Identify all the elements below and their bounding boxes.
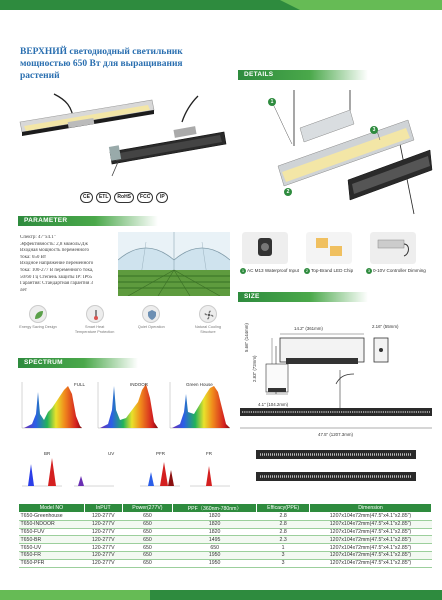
footer-bar-accent xyxy=(0,590,150,600)
table-cell: 2.8 xyxy=(257,520,310,528)
shield-icon xyxy=(142,305,160,323)
mini-chart-pfr xyxy=(138,452,182,490)
table-cell: 1207x104x72mm(47.5"x4.1"x2.85") xyxy=(309,520,431,528)
certification-row xyxy=(80,192,168,203)
greenhouse-photo xyxy=(118,232,230,296)
table-cell: 1207x104x72mm(47.5"x4.1"x2.85") xyxy=(309,551,431,559)
table-cell: 3 xyxy=(257,551,310,559)
spectrum-curve xyxy=(100,384,158,428)
detail-thumb-waterproof-input xyxy=(242,232,288,264)
table-cell: 650 xyxy=(122,544,172,552)
table-row xyxy=(19,559,432,567)
table-row xyxy=(19,520,432,528)
table-header-cell: InPUT xyxy=(84,504,122,513)
feature-energy-saving xyxy=(18,305,58,334)
mini-chart-uv xyxy=(72,452,116,490)
table-cell: T650-UV xyxy=(19,544,85,552)
table-cell: 3 xyxy=(257,559,310,567)
details-callout-3: 3 xyxy=(370,126,378,134)
spectrum-curve xyxy=(172,386,230,428)
parameter-line: тока: 650 Вт xyxy=(20,254,47,260)
ip-rating-icon: IP xyxy=(156,192,168,203)
detail-caption-number: 1 xyxy=(241,268,245,273)
feature-natural-cooling xyxy=(188,305,228,334)
table-cell: 120-277V xyxy=(84,513,122,521)
header-bar-accent xyxy=(300,0,442,10)
table-row xyxy=(19,551,432,559)
table-cell: 120-277V xyxy=(84,559,122,567)
table-header-cell: Dimension xyxy=(309,504,431,513)
mini-chart-label: BR xyxy=(44,451,51,456)
table-row xyxy=(19,528,432,536)
table-cell: 650 xyxy=(122,559,172,567)
spectrum-curve xyxy=(24,386,82,428)
table-cell: 650 xyxy=(173,544,257,552)
table-header-cell: PPF（360nm-780nm） xyxy=(173,504,257,513)
parameter-line: Входная мощность переменного xyxy=(20,248,89,254)
size-bracket-height: 2.83" (72mm) xyxy=(252,355,257,382)
spec-table xyxy=(18,503,432,568)
leaf-icon xyxy=(29,305,47,323)
parameter-line: Эффективность: 2,8 мкмоль/Дж xyxy=(20,241,88,247)
table-cell: 120-277V xyxy=(84,551,122,559)
parameter-line: Входное напряжение переменного xyxy=(20,261,94,267)
detail-thumb-dimming-controller xyxy=(370,232,416,264)
feature-row xyxy=(18,305,228,334)
details-section-bar xyxy=(238,70,368,80)
table-header-cell: Power(277V) xyxy=(122,504,172,513)
table-cell: 2.8 xyxy=(257,513,310,521)
product-image xyxy=(14,92,228,188)
spectrum-chart-label: INDOOR xyxy=(130,382,148,387)
table-cell: 650 xyxy=(122,528,172,536)
size-length: 47.5" (1207.3mm) xyxy=(318,432,353,437)
detail-caption-text: 0-10V Controller Dimming xyxy=(373,268,426,273)
table-cell: T650-Greenhouse xyxy=(19,513,85,521)
table-cell: 1820 xyxy=(173,520,257,528)
table-cell: 2.3 xyxy=(257,536,310,544)
table-cell: 1820 xyxy=(173,513,257,521)
parameter-line: Спектр: 47"x4.1" xyxy=(20,235,56,240)
parameter-section-bar xyxy=(18,216,158,226)
detail-caption-1 xyxy=(240,268,299,274)
table-cell: 120-277V xyxy=(84,520,122,528)
fan-icon xyxy=(199,305,217,323)
parameter-section-title: PARAMETER xyxy=(24,217,68,224)
table-cell: 1207x104x72mm(47.5"x4.1"x2.85") xyxy=(309,559,431,567)
spectrum-chart-label: FULL xyxy=(74,382,86,387)
parameter-line: тока: 100-277 В переменного тока, xyxy=(20,267,94,273)
parameter-list xyxy=(20,235,116,294)
table-cell: 1207x104x72mm(47.5"x4.1"x2.85") xyxy=(309,536,431,544)
rohs-mark-icon: RoHS xyxy=(114,192,134,203)
table-cell: 1820 xyxy=(173,528,257,536)
spectrum-section-title: SPECTRUM xyxy=(24,359,63,366)
ce-mark-icon: CE xyxy=(80,192,93,203)
feature-quiet-operation xyxy=(131,305,171,334)
mini-chart-label: FR xyxy=(206,451,212,456)
spectrum-chart-indoor xyxy=(94,380,160,434)
feature-caption: Quiet Operation xyxy=(137,325,165,329)
table-cell: 1207x104x72mm(47.5"x4.1"x2.85") xyxy=(309,528,431,536)
table-cell: 120-277V xyxy=(84,544,122,552)
table-cell: 1207x104x72mm(47.5"x4.1"x2.85") xyxy=(309,544,431,552)
table-cell: 1 xyxy=(257,544,310,552)
table-header-row xyxy=(19,504,432,513)
table-cell: T650-PFR xyxy=(19,559,85,567)
details-callout-1: 1 xyxy=(268,98,276,106)
table-cell: 2.8 xyxy=(257,528,310,536)
table-header-cell: Efficacy(PPE) xyxy=(257,504,310,513)
table-cell: 650 xyxy=(122,520,172,528)
parameter-line: 50/60 Гц Степень защиты IP: IP65 xyxy=(20,274,93,280)
table-header-cell: Model NO xyxy=(19,504,85,513)
size-side-height: 5.66" (144mm) xyxy=(244,323,249,352)
spectrum-chart-greenhouse xyxy=(166,380,232,434)
size-top-height: 2.16" (55mm) xyxy=(372,324,399,329)
spectrum-chart-label: Green House xyxy=(186,382,213,387)
feature-caption: Smart Heat Temperature Protection xyxy=(74,325,115,334)
detail-caption-number: 3 xyxy=(367,268,371,273)
detail-thumb-led-chip xyxy=(306,232,352,264)
details-illustration xyxy=(238,84,434,224)
table-cell: 1950 xyxy=(173,559,257,567)
feature-caption: Energy Saving Design xyxy=(19,325,57,329)
mini-chart-fr xyxy=(188,452,232,490)
detail-caption-2 xyxy=(304,268,353,274)
thermometer-icon xyxy=(86,305,104,323)
spectrum-chart-full xyxy=(18,380,84,434)
table-cell: 1207x104x72mm(47.5"x4.1"x2.85") xyxy=(309,513,431,521)
page-title: ВЕРХНИЙ светодиодный светильник мощностью 650 Вт для выращивания растений xyxy=(20,47,183,81)
size-bracket-width: 4.1" (104.2mm) xyxy=(258,402,289,407)
table-cell: T650-FR xyxy=(19,551,85,559)
feature-heat-protection xyxy=(75,305,115,334)
mini-chart-br xyxy=(20,452,64,490)
table-cell: T650-FUV xyxy=(19,528,85,536)
mini-chart-label: UV xyxy=(108,451,115,456)
detail-caption-number: 2 xyxy=(305,268,309,273)
mini-chart-label: PFR xyxy=(156,451,165,456)
parameter-line: лет xyxy=(20,287,27,293)
etl-mark-icon: ETL xyxy=(96,192,111,203)
table-cell: 650 xyxy=(122,536,172,544)
detail-caption-text: Top-Brand LED Chip xyxy=(311,268,354,273)
detail-caption-text: AC M13 Waterproof Input xyxy=(247,268,299,273)
size-drawing xyxy=(236,296,436,488)
table-cell: 1495 xyxy=(173,536,257,544)
table-cell: 120-277V xyxy=(84,536,122,544)
table-cell: 1950 xyxy=(173,551,257,559)
details-section-title: DETAILS xyxy=(244,71,274,78)
spectrum-section-bar xyxy=(18,358,138,368)
size-top-width: 14.2" (361mm) xyxy=(294,326,323,331)
details-callout-2: 2 xyxy=(284,188,292,196)
parameter-line: Гарантия: Стандартная гарантия 3 xyxy=(20,281,93,287)
table-row xyxy=(19,544,432,552)
header-bar-notch xyxy=(280,0,300,10)
table-cell: T650-INDOOR xyxy=(19,520,85,528)
table-cell: T650-BR xyxy=(19,536,85,544)
table-row xyxy=(19,513,432,521)
table-cell: 650 xyxy=(122,513,172,521)
table-cell: 650 xyxy=(122,551,172,559)
detail-caption-3 xyxy=(366,268,426,274)
size-section-title: SIZE xyxy=(244,293,260,300)
fcc-mark-icon: FCC xyxy=(137,192,153,203)
feature-caption: Natural Cooling Structure xyxy=(194,325,222,334)
table-cell: 120-277V xyxy=(84,528,122,536)
table-row xyxy=(19,536,432,544)
